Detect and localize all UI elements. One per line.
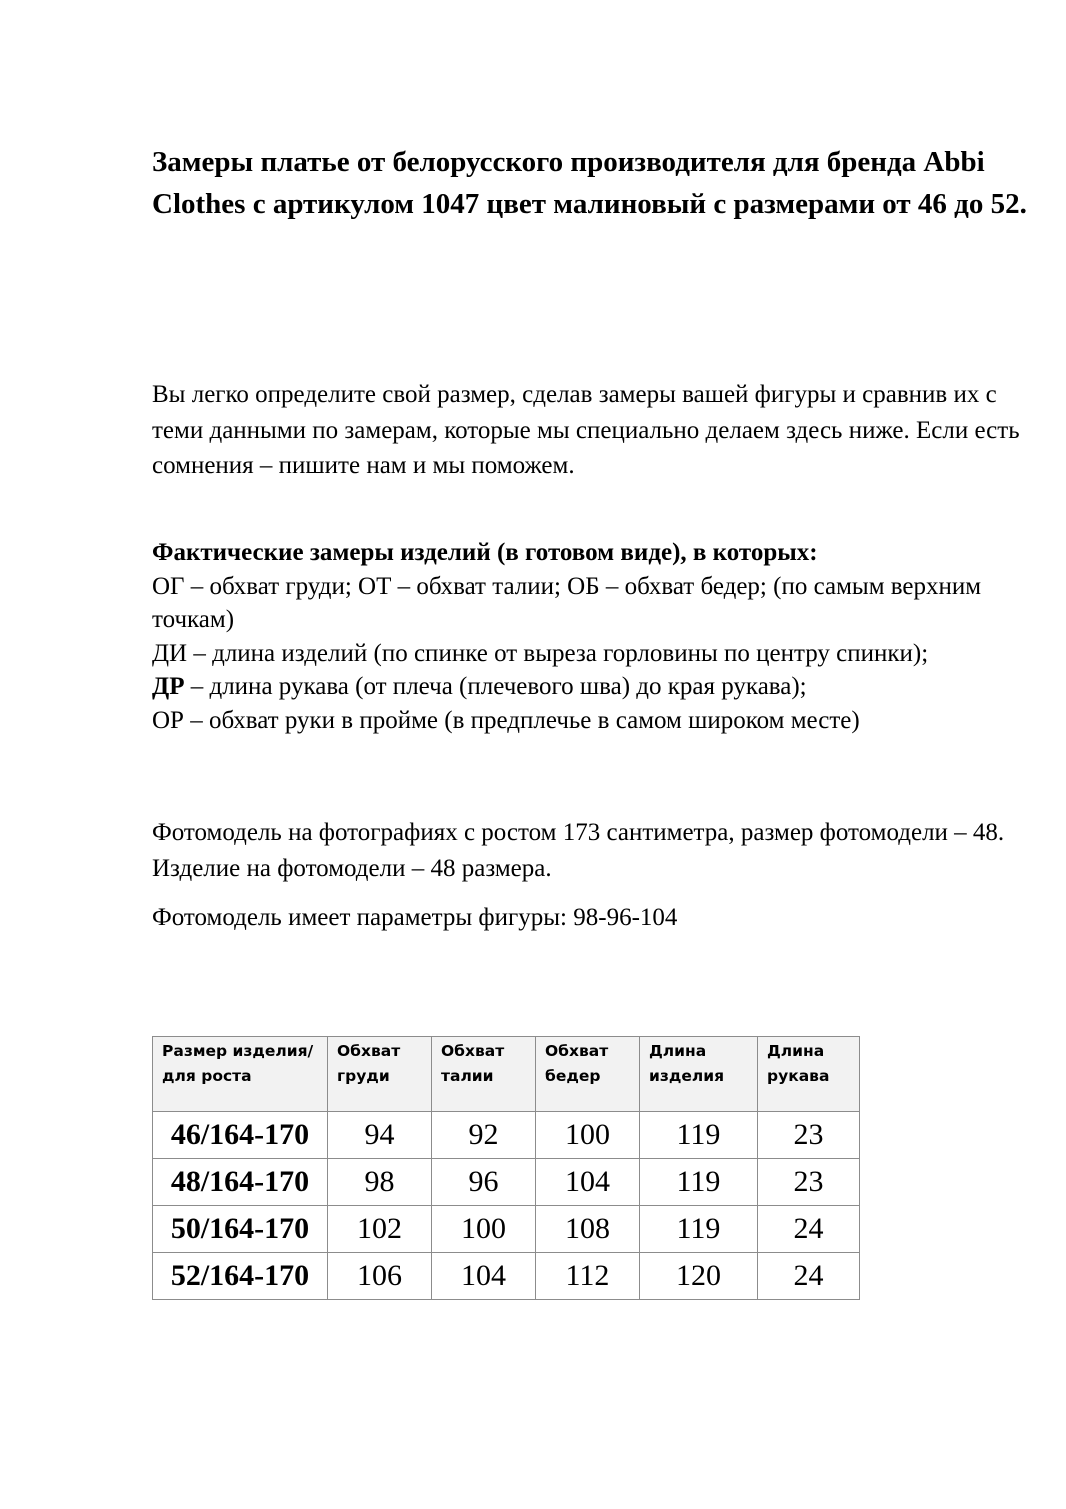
model-info-paragraph: Фотомодель на фотографиях с ростом 173 сантиметра, размер фотомодели – 48. Изделие на фотомодели – 48 размера. [152, 819, 1005, 882]
cell-length: 120 [640, 1253, 758, 1300]
model-params-paragraph: Фотомодель имеет параметры фигуры: 98-96-104 [152, 904, 678, 931]
cell-waist: 92 [432, 1112, 536, 1159]
cell-size: 48/164-170 [153, 1159, 328, 1206]
table-row [153, 1112, 860, 1159]
measure-dr-text: – длина рукава (от плеча (плечевого шва) до края рукава); [184, 673, 807, 700]
header-hips: Обхват бедер [536, 1037, 640, 1112]
cell-size: 50/164-170 [153, 1206, 328, 1253]
header-length: Длина изделия [640, 1037, 758, 1112]
cell-waist: 100 [432, 1206, 536, 1253]
measures-heading: Фактические замеры изделий (в готовом виде), в которых: [152, 539, 818, 566]
intro-paragraph: Вы легко определите свой размер, сделав замеры вашей фигуры и сравнив их с теми данными по замерам, которые мы специально делаем здесь ниже. Если есть сомнения – пишите нам и мы поможем. [152, 381, 1020, 479]
cell-sleeve: 23 [758, 1159, 860, 1206]
table-row [153, 1253, 860, 1300]
size-table [152, 1036, 860, 1300]
cell-waist: 96 [432, 1159, 536, 1206]
cell-hips: 112 [536, 1253, 640, 1300]
measure-di-line: ДИ – длина изделий (по спинке от выреза горловины по центру спинки); [152, 639, 929, 667]
table-row [153, 1159, 860, 1206]
size-table-header-row [153, 1037, 860, 1112]
measure-og-line: ОГ – обхват груди; ОТ – обхват талии; ОБ – обхват бедер; (по самым верхним точкам) [152, 572, 982, 633]
cell-sleeve: 24 [758, 1206, 860, 1253]
cell-waist: 104 [432, 1253, 536, 1300]
measure-dr-line [152, 670, 1032, 704]
cell-length: 119 [640, 1206, 758, 1253]
measures-legend [152, 536, 1032, 737]
table-row [153, 1206, 860, 1253]
cell-chest: 98 [328, 1159, 432, 1206]
cell-size: 46/164-170 [153, 1112, 328, 1159]
cell-sleeve: 23 [758, 1112, 860, 1159]
measure-dr-abbr: ДР [152, 673, 185, 700]
cell-chest: 102 [328, 1206, 432, 1253]
cell-hips: 108 [536, 1206, 640, 1253]
cell-chest: 94 [328, 1112, 432, 1159]
cell-chest: 106 [328, 1253, 432, 1300]
cell-size: 52/164-170 [153, 1253, 328, 1300]
cell-length: 119 [640, 1159, 758, 1206]
cell-hips: 100 [536, 1112, 640, 1159]
cell-hips: 104 [536, 1159, 640, 1206]
header-sleeve: Длина рукава [758, 1037, 860, 1112]
header-size: Размер изделия/для роста [153, 1037, 328, 1112]
cell-sleeve: 24 [758, 1253, 860, 1300]
header-waist: Обхват талии [432, 1037, 536, 1112]
page-title: Замеры платье от белорусского производителя для бренда Abbi Clothes с артикулом 1047 цвет малиновый с размерами от 46 до 52. [152, 146, 1027, 220]
header-chest: Обхват груди [328, 1037, 432, 1112]
cell-length: 119 [640, 1112, 758, 1159]
measure-or-line: ОР – обхват руки в пройме (в предплечье в самом широком месте) [152, 706, 860, 734]
